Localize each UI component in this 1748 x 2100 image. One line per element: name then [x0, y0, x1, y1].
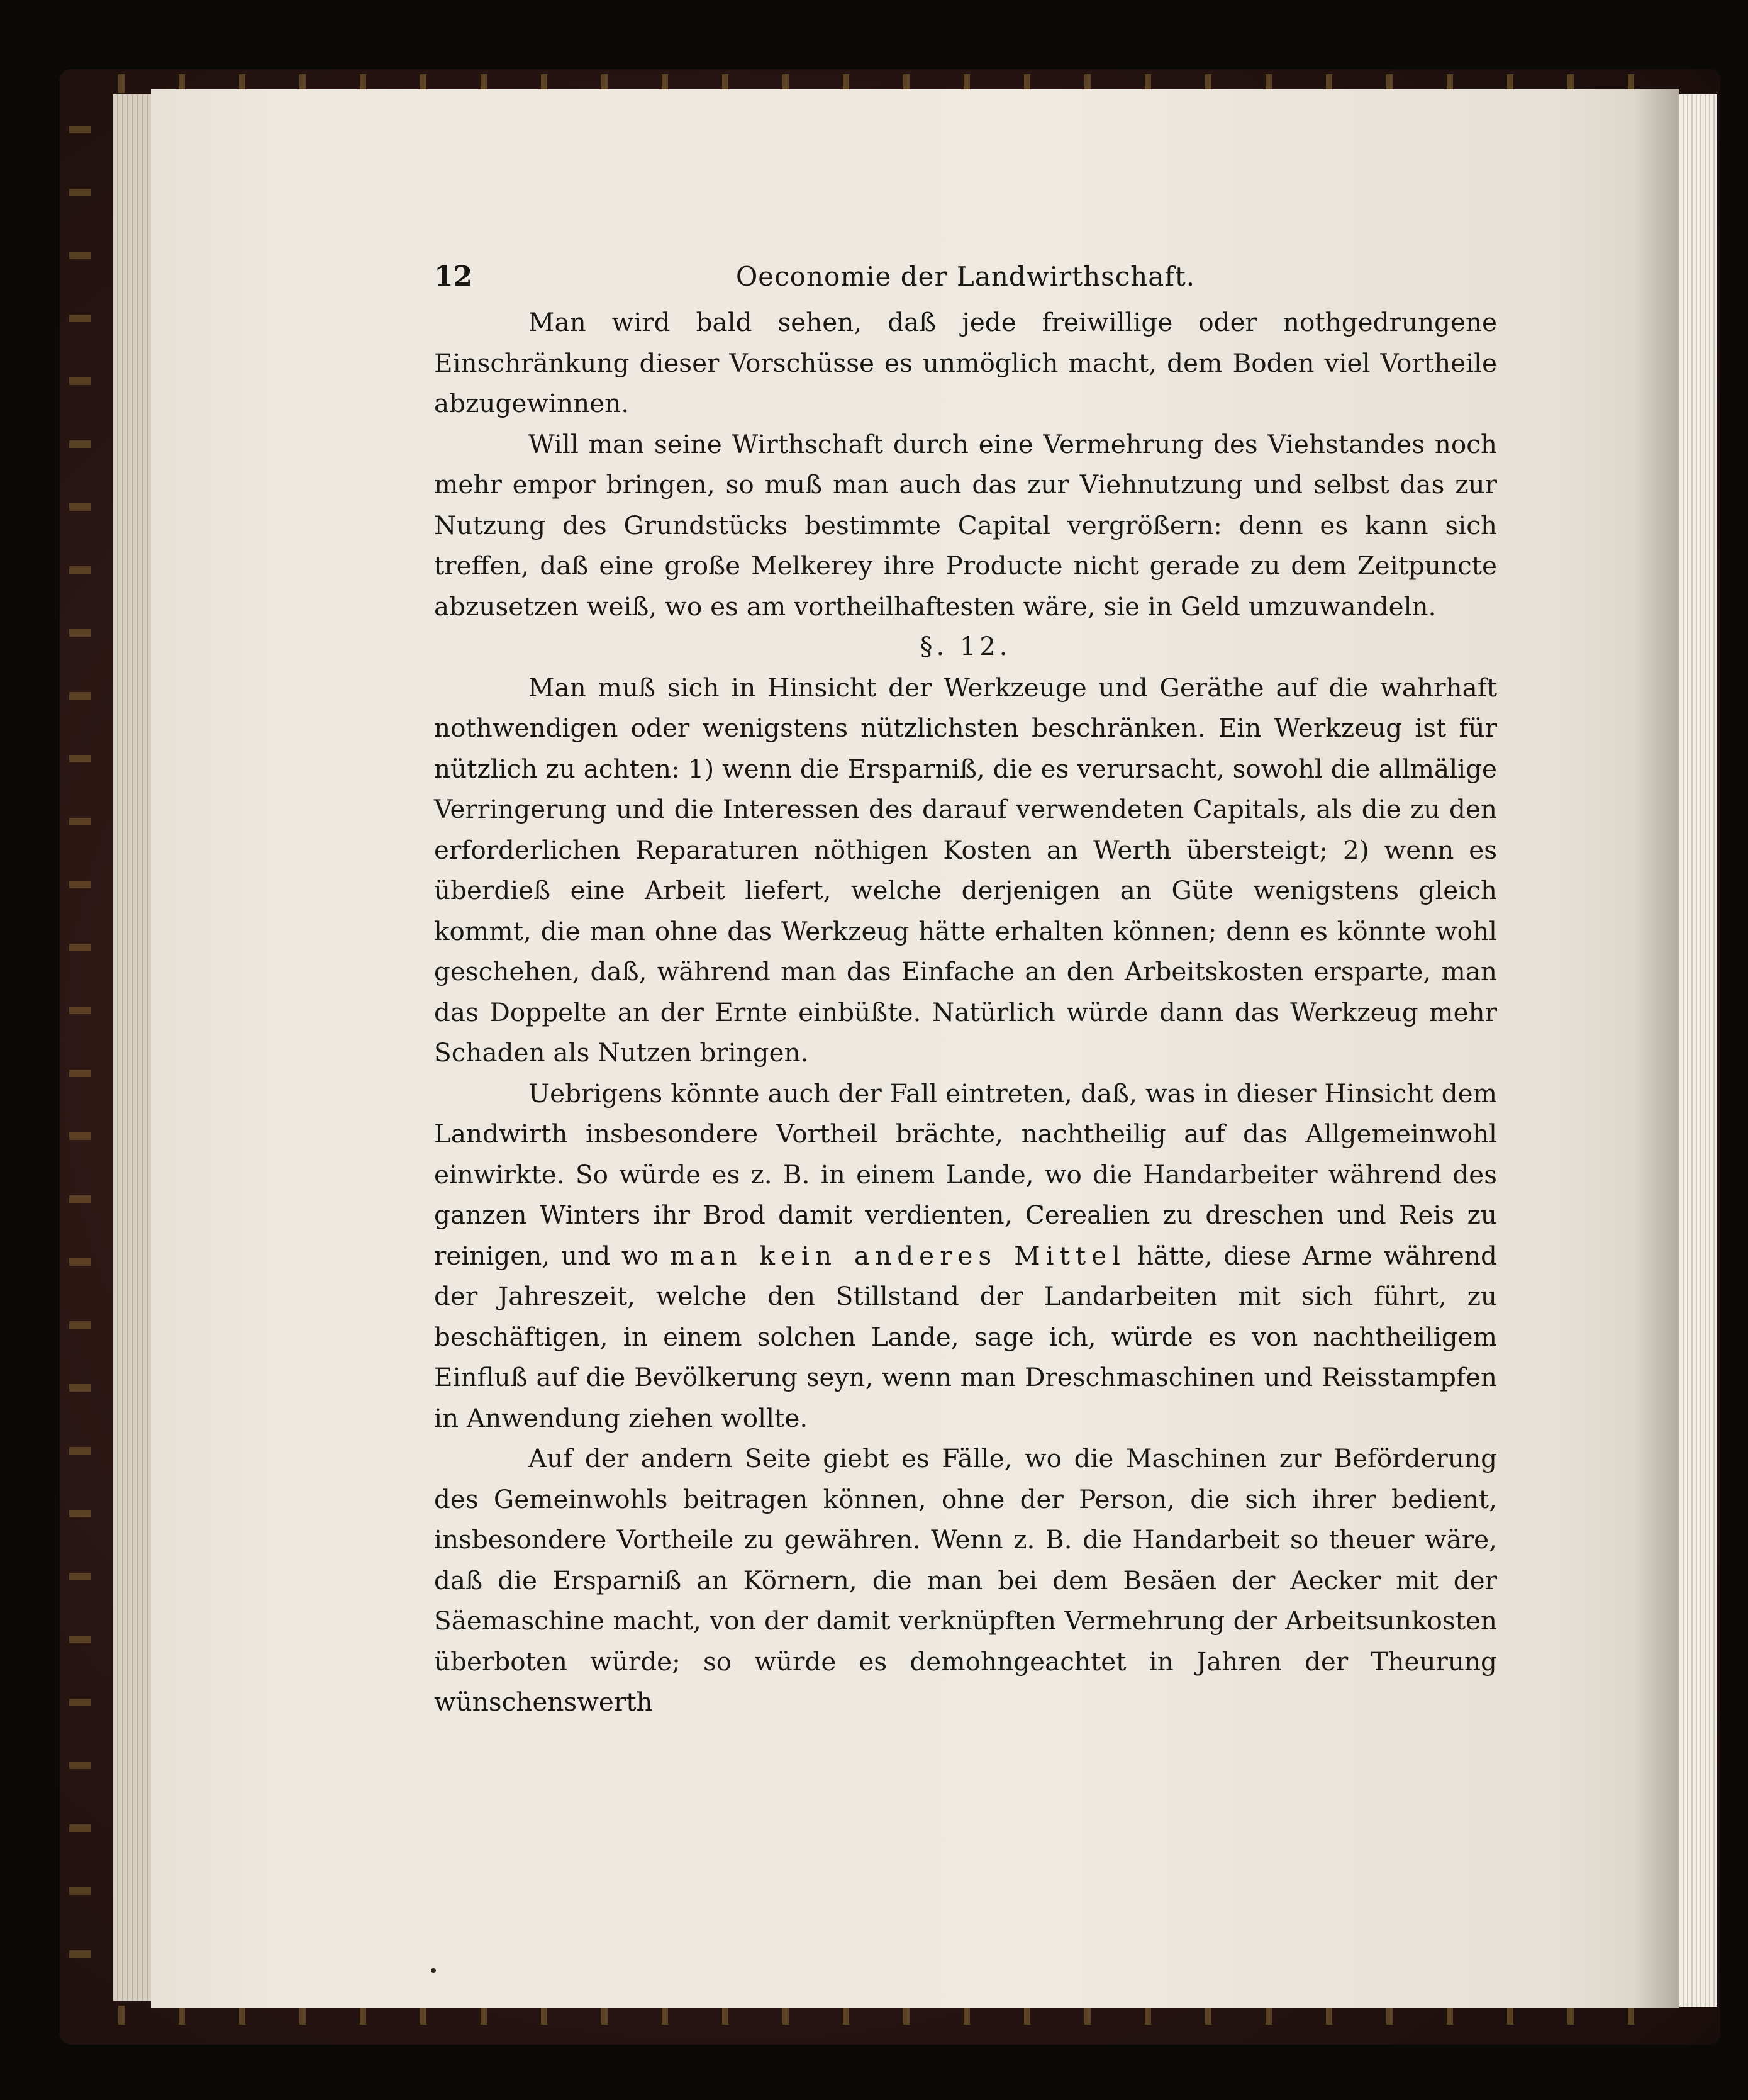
paragraph: Will man seine Wirthschaft durch eine Vermehrung des Viehstandes noch mehr empor bringen, so muß man auch das zur Viehnutzung und selbst das zur Nutzung des Grundstücks bestimmte Capital vergrößern: denn es kann sich treffen, daß eine große Melkerey ihre Producte nicht gerade zu dem Zeitpuncte abzusetzen weiß, wo es am vortheilhaftesten wäre, sie in Geld umzuwandeln.	[434, 428, 1497, 622]
paragraph: Man wird bald sehen, daß jede freiwillige oder nothgedrungene Einschränkung dieser Vorschüsse es unmöglich macht, dem Boden viel Vortheile abzugewinnen.	[434, 307, 1497, 418]
paragraph-text: Uebrigens könnte auch der Fall eintreten, daß, was in dieser Hinsicht dem Landwirth insbesondere Vortheil brächte, nachtheilig auf das Allgemeinwohl einwirkte. So würde es z. B. in einem Lande, wo die Handarbeiter während des ganzen Winters ihr Brod damit verdienten, Cerealien zu dreschen und Reis zu reinigen, und wo	[434, 1078, 1497, 1271]
section-heading: §. 12.	[920, 632, 1011, 661]
paragraph: Man muß sich in Hinsicht der Werkzeuge und Geräthe auf die wahrhaft nothwendigen oder wenigstens nützlichsten beschränken. Ein Werkzeug ist für nützlich zu achten: 1) wenn die Ersparniß, die es verursacht, sowohl die allmälige Verringerung und die Interessen des darauf verwendeten Capitals, als die zu den erforderlichen Reparaturen nöthigen Kosten an Werth übersteigt; 2) wenn es überdieß eine Arbeit liefert, welche derjenigen an Güte wenigstens gleich kommt, die man ohne das Werkzeug hätte erhalten können; denn es könnte wohl geschehen, daß, während man das Einfache an den Arbeitskosten ersparte, man das Doppelte an der Ernte einbüßte. Natürlich würde dann das Werkzeug mehr Schaden als Nutzen bringen.	[434, 672, 1497, 1068]
gutter-shadow	[1635, 89, 1679, 2008]
running-title: Oeconomie der Landwirthschaft.	[735, 261, 1196, 292]
spaced-emphasis: man kein anderes Mittel	[670, 1240, 1126, 1271]
text-block	[434, 252, 1497, 1723]
paragraph	[434, 1073, 1497, 1439]
page-edges-right	[1679, 94, 1717, 2007]
paragraph: Auf der andern Seite giebt es Fälle, wo die Maschinen zur Beförderung des Gemeinwohls beitragen können, ohne der Person, die sich ihrer bedient, insbesondere Vortheile zu gewähren. Wenn z. B. die Handarbeit so theuer wäre, daß die Ersparniß an Körnern, die man bei dem Besäen der Aecker mit der Säemaschine macht, von der damit verknüpften Vermehrung der Arbeitsunkosten überboten würde; so würde es demohngeachtet in Jahren der Theurung wünschenswerth	[434, 1443, 1497, 1717]
page-number: 12	[434, 260, 473, 293]
paragraph-text: hätte, diese Arme während der Jahreszeit, welche den Stillstand der Landarbeiten mit sich führt, zu beschäftigen, in einem solchen Lande, sage ich, würde es von nachtheiligem Einfluß auf die Bevölkerung seyn, wenn man Dreschmaschinen und Reisstampfen in Anwendung ziehen wollte.	[434, 1240, 1497, 1433]
ink-speck	[431, 1968, 436, 1973]
running-head	[434, 252, 1497, 302]
